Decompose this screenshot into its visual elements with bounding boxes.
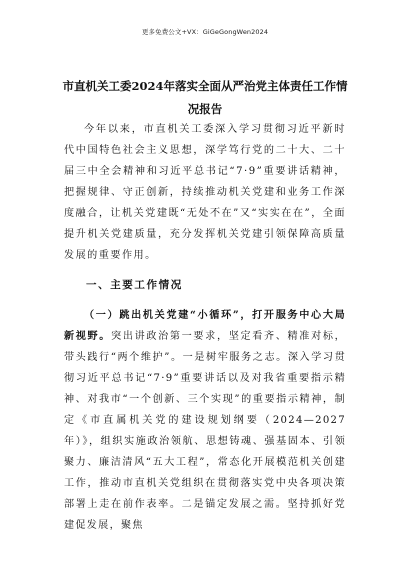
header-note: 更多免费公文+VX：GiGeGongWen2024 xyxy=(141,28,269,36)
intro-paragraph: 今年以来，市直机关工委深入学习贯彻习近平新时代中国特色社会主义思想，深学笃行党的二十大、二十届三中全会精神和习近平总书记“7·9”重要讲话精神，把握规律、守正创新，持续推动机关党建和业务工作深度融合，让机关党建既“无处不在”又“实实在在”，全面提升机关党建质量，充分发挥机关党建引领保障高质量发展的重要作用。 xyxy=(64,124,346,261)
document-body xyxy=(64,119,346,536)
subsection-heading: （一）跳出机关党建“小循环”，打开服务中心大局新视野。 xyxy=(64,310,346,342)
document-title: 市直机关工委2024年落实全面从严治党主体责任工作情况报告 xyxy=(62,79,348,116)
section-heading: 一、主要工作情况 xyxy=(86,279,183,291)
subsection-paragraph xyxy=(64,305,346,536)
subsection-body: 突出讲政治第一要求，坚定看齐、精准对标，带头践行“两个维护”。一是树牢服务之志。深入学习贯彻习近平总书记“7·9”重要讲话以及对我省重要指示精神、对我市“一个创新、三个实现”的重要指示精神，制定《市直属机关党的建设规划纲要（2024—2027年）》，组织实施政治领航、思想铸魂、强基固本、引领聚力、廉洁清风“五大工程”，常态化开展模范机关创建工作，推动市直机关党组织在贯彻落实党中央各项决策部署上走在前作表率。二是锚定发展之需。坚持抓好党建促发展，聚焦 xyxy=(64,331,346,531)
